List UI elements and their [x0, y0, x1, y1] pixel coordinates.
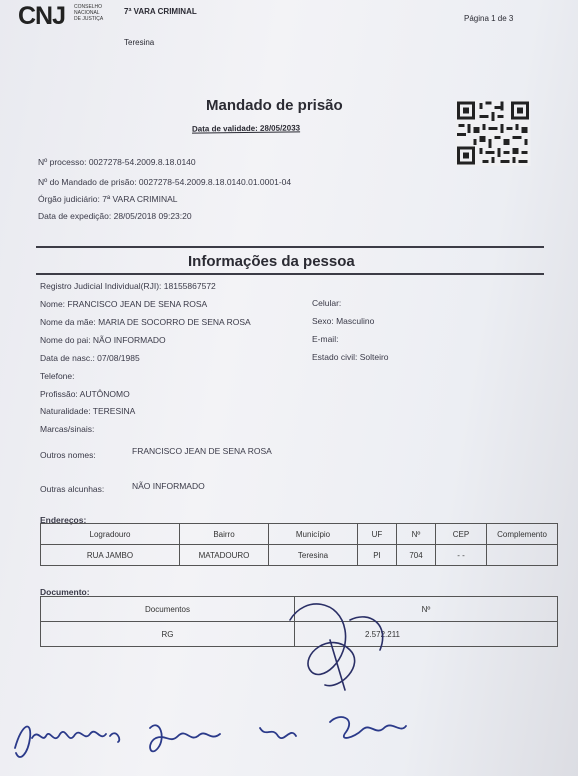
table-cell: - - — [436, 545, 487, 566]
documents-table — [40, 596, 558, 647]
header-cell: UF — [358, 524, 397, 545]
logo-sub-line: CONSELHO — [74, 4, 103, 10]
qr-code-icon — [455, 100, 531, 166]
issue-date: Data de expedição: 28/05/2018 09:23:20 — [38, 211, 192, 221]
addresses-table — [40, 523, 558, 566]
table-row — [41, 545, 558, 566]
table-cell: PI — [358, 545, 397, 566]
table-cell — [487, 545, 558, 566]
rji-field: Registro Judicial Individual(RJI): 18155867572 — [40, 281, 216, 291]
warrant-number: Nº do Mandado de prisão: 0027278-54.2009.8.18.0140.01.0001-04 — [38, 177, 292, 187]
table-cell: 2.572.211 — [295, 622, 558, 647]
section-divider — [36, 273, 544, 275]
header-cell: Nº — [397, 524, 436, 545]
birthplace-field: Naturalidade: TERESINA — [40, 406, 136, 416]
mother-name: Nome da mãe: MARIA DE SOCORRO DE SENA ROSA — [40, 317, 251, 327]
judicial-body: Órgão judiciário: 7ª VARA CRIMINAL — [38, 194, 178, 204]
email-field: E-mail: — [312, 334, 339, 344]
page-indicator: Página 1 de 3 — [464, 14, 514, 23]
other-names-label: Outros nomes: — [40, 450, 96, 460]
table-cell: RUA JAMBO — [41, 545, 180, 566]
aliases-label: Outras alcunhas: — [40, 484, 105, 494]
section-divider — [36, 246, 544, 248]
logo-sub-line: DE JUSTIÇA — [74, 16, 104, 22]
header-cell: Bairro — [180, 524, 269, 545]
cnj-logo-subtitle — [74, 4, 103, 22]
civil-status-field: Estado civil: Solteiro — [312, 352, 389, 362]
validity-date: Data de validade: 28/05/2033 — [191, 123, 301, 134]
cell-field: Celular: — [312, 298, 342, 308]
cnj-logo: CNJ — [18, 2, 66, 30]
table-row — [41, 622, 558, 647]
table-header-row — [41, 597, 558, 622]
header-cell: Documentos — [41, 597, 295, 622]
profession-field: Profissão: AUTÔNOMO — [40, 389, 130, 399]
aliases-value: NÃO INFORMADO — [132, 481, 205, 491]
court-name: 7ª VARA CRIMINAL — [124, 7, 197, 16]
sex-field: Sexo: Masculino — [312, 316, 375, 326]
father-name: Nome do pai: NÃO INFORMADO — [40, 335, 166, 345]
table-cell: RG — [41, 622, 295, 647]
header-cell: Complemento — [487, 524, 558, 545]
birth-date: Data de nasc.: 07/08/1985 — [40, 353, 140, 363]
marks-field: Marcas/sinais: — [40, 424, 95, 434]
header-cell: Nº — [295, 597, 558, 622]
handwritten-name-icon — [10, 708, 410, 768]
section-title: Informações da pessoa — [188, 253, 355, 270]
table-cell: MATADOURO — [180, 545, 269, 566]
header-cell: Logradouro — [41, 524, 180, 545]
addresses-label: Endereços: — [40, 515, 87, 525]
header-cell: Município — [269, 524, 358, 545]
table-cell: Teresina — [269, 545, 358, 566]
process-number: Nº processo: 0027278-54.2009.8.18.0140 — [38, 157, 196, 167]
person-name: Nome: FRANCISCO JEAN DE SENA ROSA — [40, 299, 208, 309]
logo-sub-line: NACIONAL — [74, 10, 100, 16]
table-cell: 704 — [397, 545, 436, 566]
city-name: Teresina — [124, 38, 155, 47]
page-title: Mandado de prisão — [206, 97, 343, 114]
table-header-row — [41, 524, 558, 545]
documents-label: Documento: — [40, 587, 90, 597]
header-cell: CEP — [436, 524, 487, 545]
other-names-value: FRANCISCO JEAN DE SENA ROSA — [132, 446, 272, 456]
phone-field: Telefone: — [40, 371, 75, 381]
